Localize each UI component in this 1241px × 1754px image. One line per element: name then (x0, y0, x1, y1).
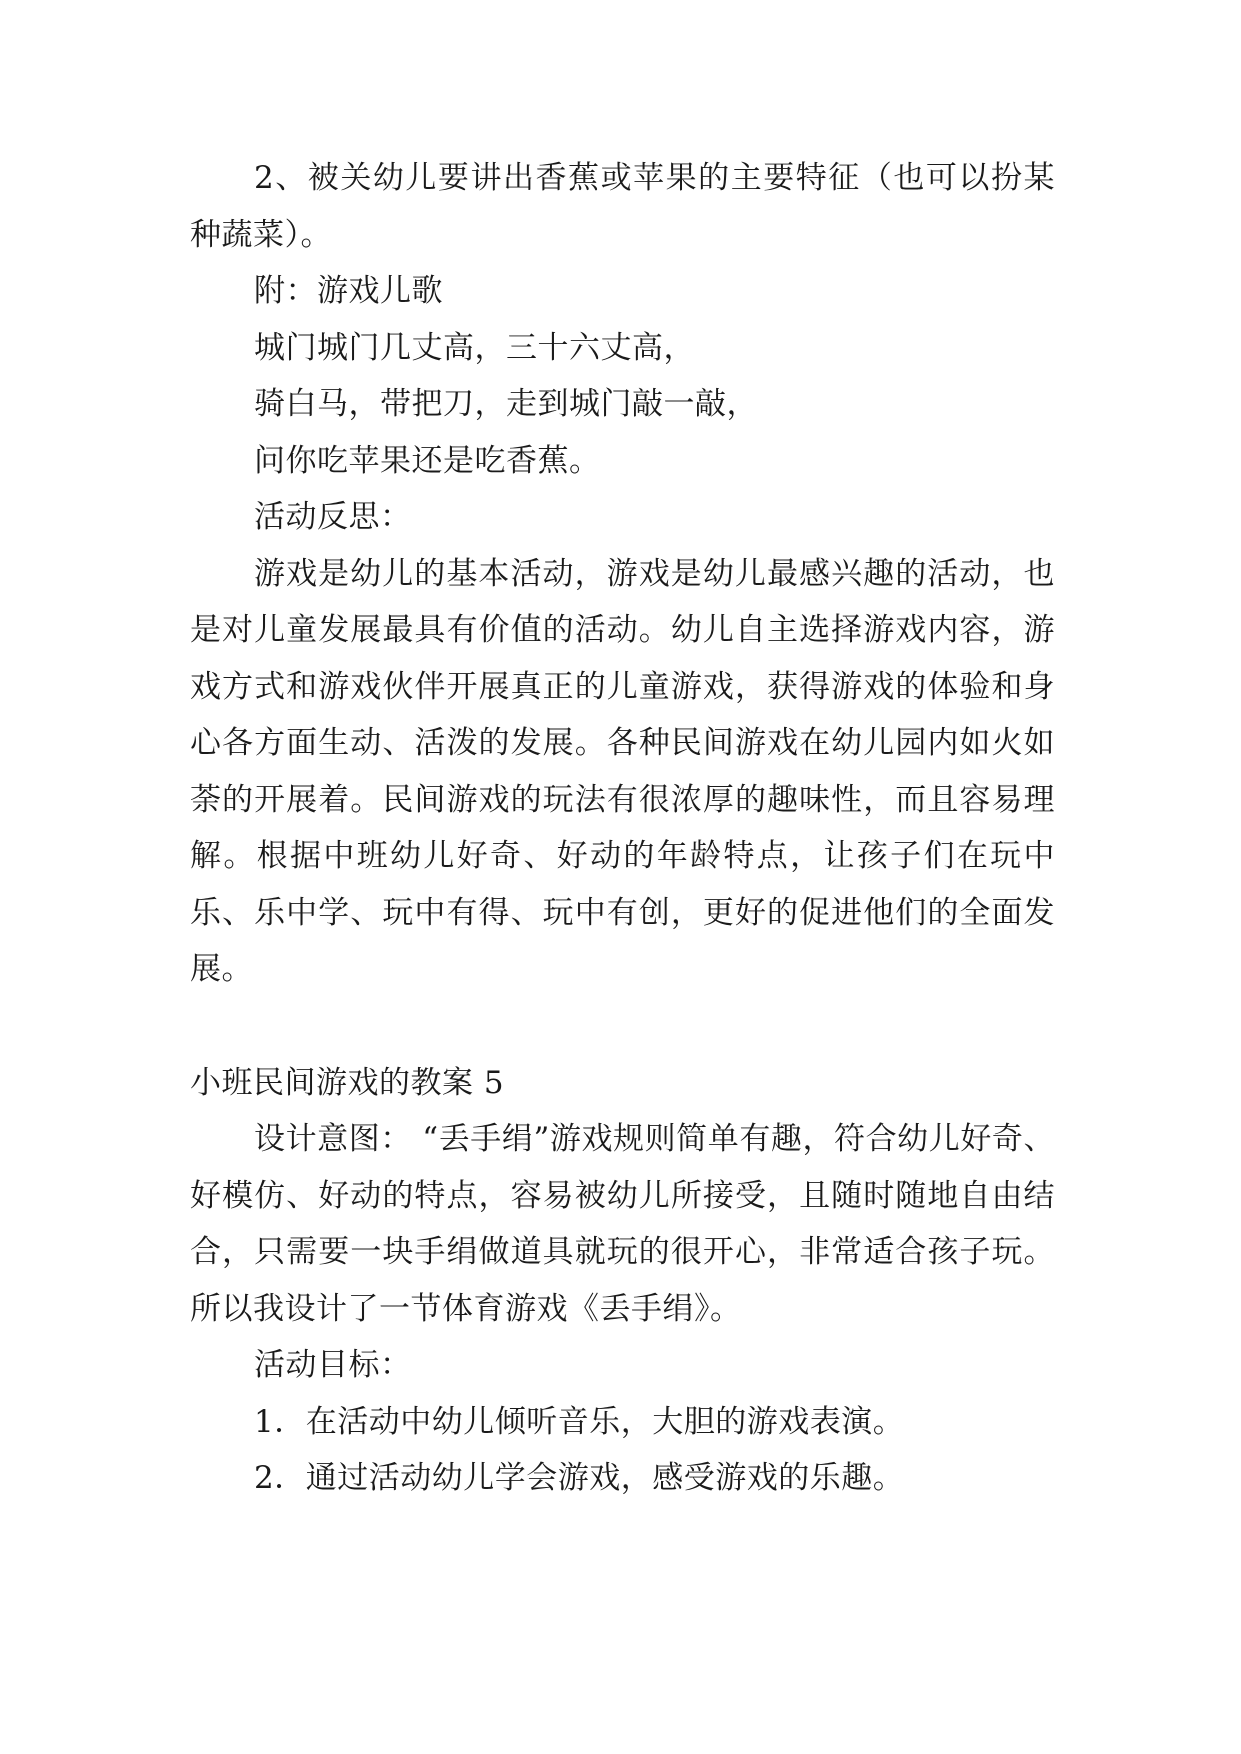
section-heading: 小班民间游戏的教案 5 (190, 1064, 505, 1101)
paragraph-item-2: 2、被关幼儿要讲出香蕉或苹果的主要特征（也可以扮某种蔬菜）。 (190, 160, 1055, 253)
document-page (190, 150, 1055, 1507)
objective-item-2: 2．通过活动幼儿学会游戏，感受游戏的乐趣。 (254, 1460, 905, 1496)
design-intent-paragraph: 设计意图： “丢手绢”游戏规则简单有趣，符合幼儿好奇、好模仿、好动的特点，容易被幼儿所接受，且随时随地自由结合，只需要一块手绢做道具就玩的很开心，非常适合孩子玩。所以我设计了一节体育游戏《丢手绢》。 (190, 1121, 1055, 1327)
objectives-label: 活动目标： (254, 1347, 412, 1383)
rhyme-line-1: 城门城门几丈高，三十六丈高， (254, 329, 695, 366)
objective-item-1: 1．在活动中幼儿倾听音乐，大胆的游戏表演。 (254, 1403, 905, 1440)
reflection-label: 活动反思： (254, 499, 412, 535)
rhyme-line-2: 骑白马，带把刀，走到城门敲一敲， (254, 386, 758, 422)
reflection-paragraph: 游戏是幼儿的基本活动，游戏是幼儿最感兴趣的活动，也是对儿童发展最具有价值的活动。幼儿自主选择游戏内容，游戏方式和游戏伙伴开展真正的儿童游戏，获得游戏的体验和身心各方面生动、活泼的发展。各种民间游戏在幼儿园内如火如荼的开展着。民间游戏的玩法有很浓厚的趣味性，而且容易理解。根据中班幼儿好奇、好动的年龄特点，让孩子们在玩中乐、乐中学、玩中有得、玩中有创，更好的促进他们的全面发展。 (190, 555, 1055, 987)
appendix-label: 附：游戏儿歌 (254, 273, 443, 309)
rhyme-line-3: 问你吃苹果还是吃香蕉。 (254, 442, 601, 479)
